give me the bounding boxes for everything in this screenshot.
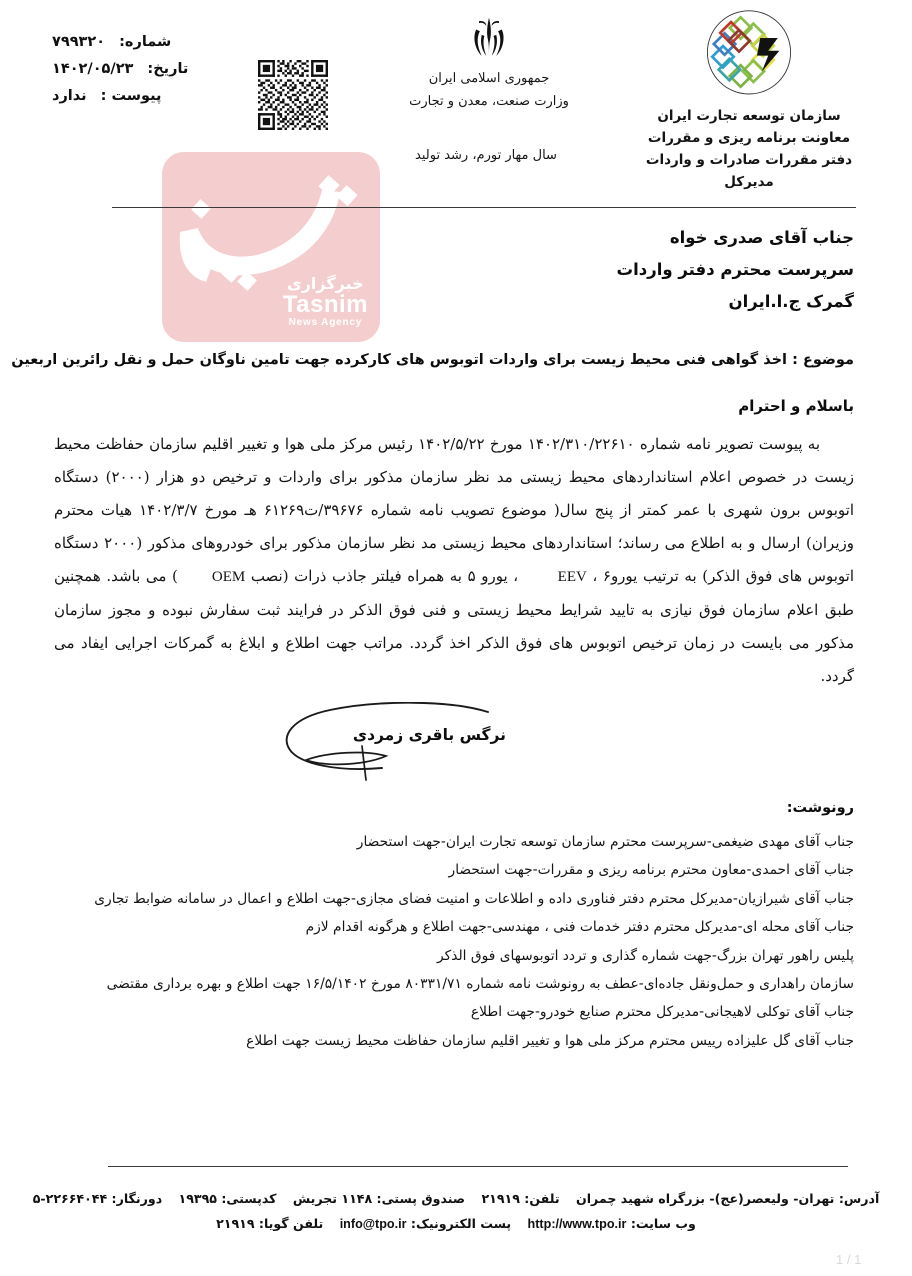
- document-footer: [0, 1186, 912, 1237]
- copy-item: جناب آقای توکلی لاهیجانی-مدیرکل محترم صنایع خودرو-جهت اطلاع: [470, 1004, 854, 1021]
- watermark-brand-fa: خبرگزاری: [287, 273, 364, 293]
- recipient-block: [424, 222, 854, 319]
- footer-email-label: پست الکترونیک:: [410, 1216, 512, 1232]
- footer-website-label: وب سایت:: [630, 1216, 696, 1232]
- copy-to-list: [54, 828, 854, 1055]
- reference-number-value: ۷۹۹۳۲۰: [52, 34, 106, 50]
- footer-line-1: [0, 1186, 912, 1211]
- organization-lines: [614, 106, 884, 193]
- copy-item: سازمان راهداری و حمل‌ونقل جاده‌ای-عطف به رونوشت نامه شماره ۸۰۳۳۱/۷۱ مورخ ۱۶/۵/۱۴۰۲ جهت اطلاع و بهره برداری مقتضی: [106, 976, 854, 993]
- national-lines: [384, 68, 594, 114]
- reference-attachment-row: [52, 88, 274, 104]
- iran-emblem-icon: [466, 14, 512, 64]
- national-emblem-block: [384, 14, 594, 114]
- recipient-line-2: سرپرست محترم دفتر واردات: [616, 260, 854, 280]
- org-line-3: دفتر مقررات صادرات و واردات: [645, 151, 853, 168]
- signature-block: [282, 702, 512, 790]
- watermark-brand-en: Tasnim: [282, 291, 368, 319]
- footer-divider: [108, 1166, 848, 1167]
- reference-number-row: [52, 34, 274, 50]
- signature-name: نرگس باقری زمردی: [352, 726, 506, 744]
- national-line-2: وزارت صنعت، معدن و تجارت: [409, 93, 569, 109]
- qr-code[interactable]: [258, 60, 328, 130]
- body-term-oem: OEM: [211, 569, 246, 585]
- letter-body: [54, 428, 854, 693]
- footer-pobox-label: صندوق پستی:: [376, 1191, 466, 1206]
- footer-address-label: آدرس:: [838, 1191, 880, 1206]
- handwritten-signature-icon: [282, 702, 512, 790]
- reference-date-value: ۱۴۰۲/۰۵/۲۳: [52, 61, 134, 77]
- reference-block: [52, 34, 274, 115]
- reference-date-label: تاریخ:: [147, 61, 189, 77]
- reference-date-row: [52, 61, 274, 77]
- footer-hotline-value: ۲۱۹۱۹: [216, 1216, 255, 1232]
- footer-postcode-value: ۱۹۳۹۵: [178, 1191, 217, 1206]
- tpo-logo-icon: [701, 6, 797, 102]
- reference-attachment-value: ندارد: [52, 88, 87, 104]
- footer-phone-value: ۲۱۹۱۹: [481, 1191, 520, 1206]
- document-header: [0, 0, 912, 208]
- footer-website-value[interactable]: http://www.tpo.ir: [527, 1217, 627, 1232]
- footer-phone-label: تلفن:: [524, 1191, 560, 1206]
- watermark-brand: [282, 273, 368, 328]
- copy-item: جناب آقای گل علیزاده رییس محترم مرکز ملی هوا و تغییر اقلیم سازمان حفاظت محیط زیست جهت اطلاع: [246, 1032, 854, 1049]
- footer-postcode-label: کدپستی:: [221, 1191, 277, 1206]
- copy-item: جناب آقای مهدی ضیغمی-سرپرست محترم سازمان توسعه تجارت ایران-جهت استحضار: [356, 834, 854, 850]
- copy-to-title: رونوشت:: [786, 800, 854, 816]
- footer-address-value: تهران- ولیعصر(عج)- بزرگراه شهید چمران: [575, 1191, 835, 1206]
- recipient-line-3: گمرک ج.ا.ایران: [728, 292, 854, 312]
- footer-line-2: [0, 1211, 912, 1237]
- footer-fax-value: ۲۲۶۶۴۰۴۴-۵: [32, 1191, 108, 1206]
- footer-hotline-label: تلفن گویا:: [258, 1216, 324, 1232]
- recipient-line-1: جناب آقای صدری خواه: [669, 228, 854, 247]
- footer-fax-label: دورنگار:: [111, 1191, 163, 1206]
- copy-item: جناب آقای شیرازیان-مدیرکل محترم دفتر فناوری داده و اطلاعات و امنیت فضای مجازی-جهت اطلاع و اعمال در سامانه ضوابط تجاری: [94, 890, 854, 907]
- body-part-2: ، یورو ۵ به همراه فیلتر جاذب ذرات (نصب: [245, 567, 524, 585]
- page-number: 1 / 1: [836, 1252, 862, 1267]
- body-part-3: ) می باشد. همچنین طبق اعلام سازمان فوق نیازی به تایید شرایط محیط زیستی و فنی فوق الذکر در فرایند ثبت سفارش نبوده و مجوز سازمان مذکور می بایست در زمان ترخیص اتوبوس های فوق الذکر اخذ گردد. مراتب جهت اطلاع و ابلاغ به گمرکات اجرایی ایفاد می گردد.: [54, 567, 854, 685]
- copy-item: جناب آقای محله ای-مدیرکل محترم دفتر خدمات فنی ، مهندسی-جهت اطلاع و هرگونه اقدام لازم: [305, 919, 854, 936]
- footer-email-value[interactable]: info@tpo.ir: [339, 1217, 407, 1232]
- copy-item: جناب آقای احمدی-معاون محترم برنامه ریزی و مقررات-جهت استحضار: [448, 862, 854, 879]
- national-line-1: جمهوری اسلامی ایران: [428, 71, 550, 86]
- body-part-1: به پیوست تصویر نامه شماره ۱۴۰۲/۳۱۰/۲۲۶۱۰ مورخ ۱۴۰۲/۵/۲۲ رئیس مرکز ملی هوا و تغییر اقلیم سازمان حفاظت محیط زیست در خصوص اعلام استانداردهای محیط زیستی مد نظر سازمان مذکور برای واردات و ترخیص دو هزار (۲۰۰۰) دستگاه اتوبوس برون شهری با عمر کمتر از پنج سال( موضوع تصویب نامه شماره ۳۹۶۷۶/ت۶۱۲۶۹ هـ مورخ ۱۴۰۲/۳/۷ هیات محترم وزیران) ارسال و به اطلاع می رساند؛ استانداردهای محیط زیستی مد نظر سازمان مذکور برای خودروهای مذکور (۲۰۰۰ دستگاه اتوبوس های فوق الذکر) به ترتیب یورو۶ ،: [54, 435, 854, 585]
- watermark-brand-sub: News Agency: [288, 316, 363, 328]
- footer-pobox-value: ۱۱۴۸ تجریش: [292, 1191, 373, 1206]
- organization-block: [614, 6, 884, 193]
- body-term-eev: EEV: [557, 569, 587, 585]
- reference-attachment-label: پیوست :: [100, 88, 162, 104]
- org-line-1: سازمان توسعه تجارت ایران: [657, 108, 841, 124]
- reference-number-label: شماره:: [119, 34, 172, 50]
- year-slogan: سال مهار تورم، رشد تولید: [415, 148, 557, 163]
- subject-line: موضوع : اخذ گواهی فنی محیط زیست برای واردات اتوبوس های کارکرده جهت تامین ناوگان حمل و نقل رائرین اربعین: [11, 352, 854, 368]
- org-line-2: معاونت برنامه ریزی و مقررات: [647, 129, 851, 146]
- greeting-line: باسلام و احترام: [738, 397, 854, 415]
- copy-item: پلیس راهور تهران بزرگ-جهت شماره گذاری و تردد اتوبوسهای فوق الذکر: [437, 947, 854, 964]
- org-line-4: مدیرکل: [724, 173, 774, 190]
